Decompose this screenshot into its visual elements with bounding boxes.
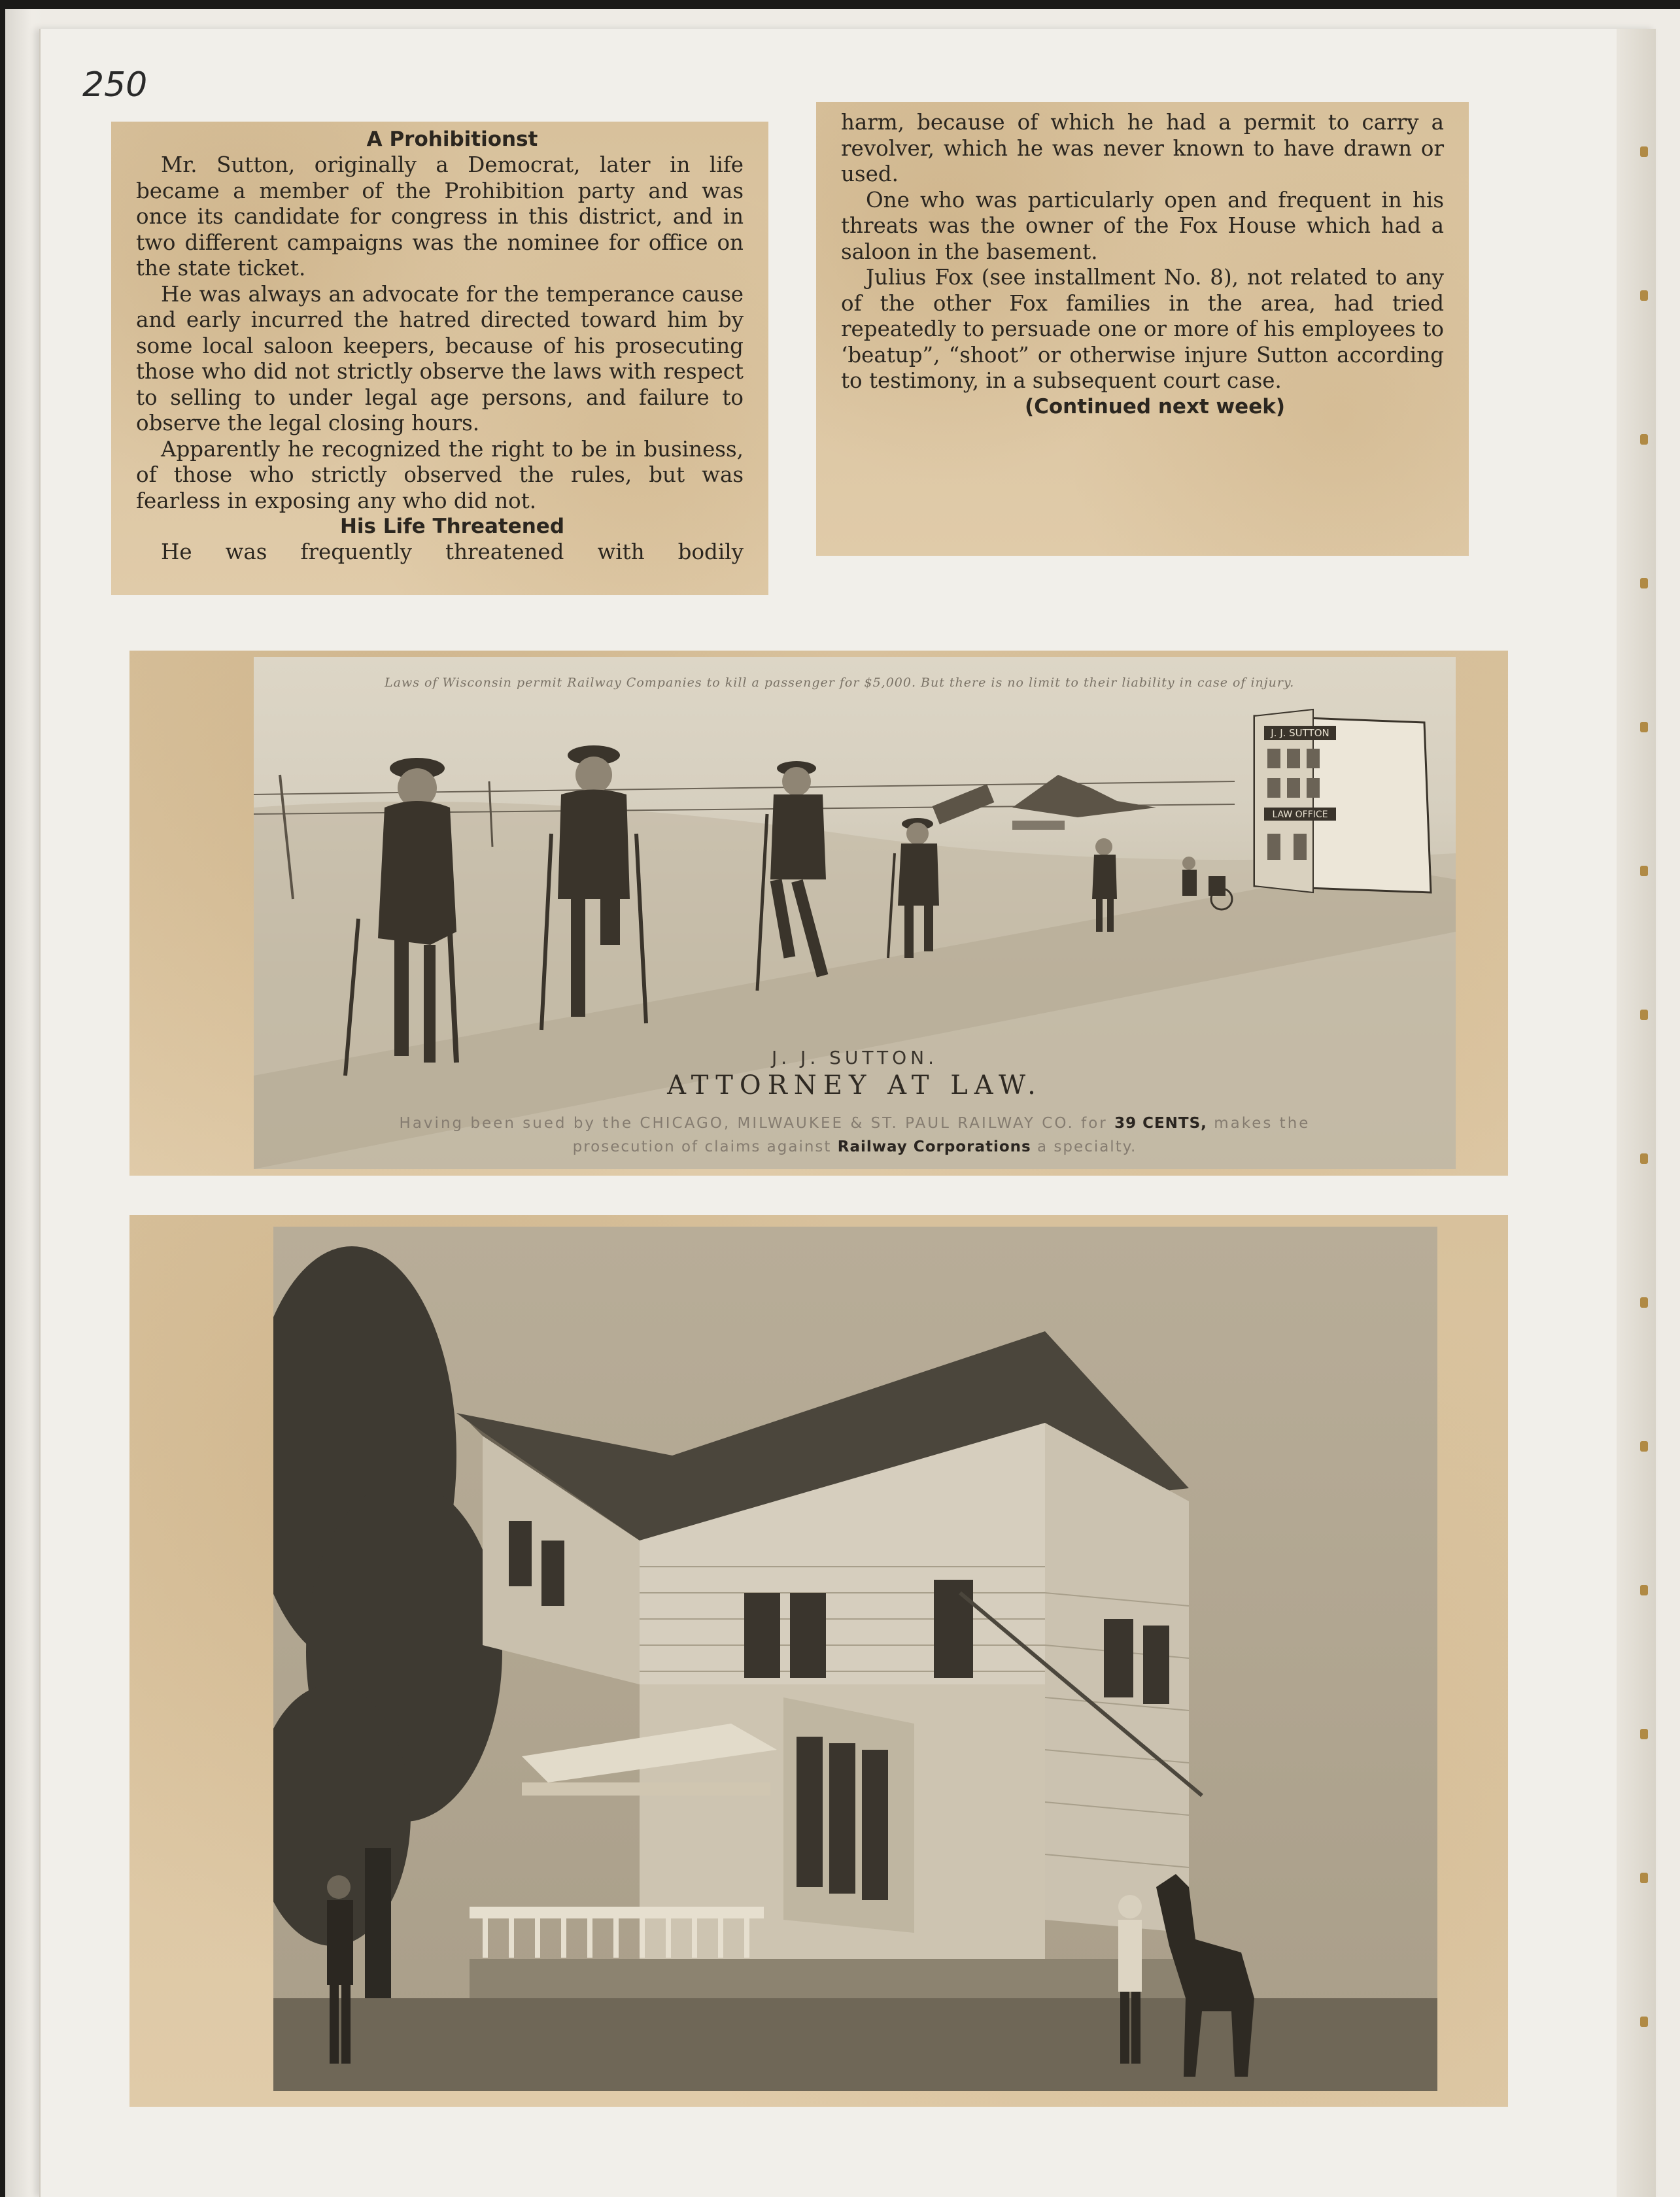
article-clipping-right [816, 102, 1469, 556]
article-paragraph: harm, because of which he had a permit to carry a revolver, which he was never known to have drawn or used. [841, 110, 1444, 186]
house-photo-drawing [273, 1227, 1437, 2091]
article-paragraph: Mr. Sutton, originally a Democrat, later in life became a member of the Prohibition party and was once its candidate for congress in this district, and in two different campaigns was the nominee for office on the state ticket. [136, 152, 744, 281]
photo-clipping [129, 1215, 1508, 2107]
binder-hole-marker [1640, 1729, 1648, 1739]
article-paragraph: He was frequently threatened with bodily [161, 539, 744, 564]
cartoon-clipping [129, 651, 1508, 1176]
footer-text: Having been sued by the CHICAGO, MILWAUKEE & ST. PAUL RAILWAY CO. for [399, 1115, 1108, 1132]
cartoon-title-profession: ATTORNEY AT LAW. [667, 1070, 1042, 1100]
binder-hole-marker [1640, 1873, 1648, 1883]
article-paragraph: He was always an advocate for the temperance cause and early incurred the hatred directed toward him by some local saloon keepers, because of his prosecuting those who did not strictly observe the laws with respect to selling to under legal age persons, and failure to observe the legal closing hours. [136, 281, 744, 435]
footer-text: makes the [1214, 1115, 1311, 1132]
article-clipping-left [111, 122, 768, 595]
house-photograph [273, 1227, 1437, 2091]
binder-hole-marker [1640, 146, 1648, 157]
cartoon-footer-line-1 [254, 1115, 1456, 1132]
binder-hole-marker [1640, 722, 1648, 732]
article-heading: A Prohibitionst [366, 128, 538, 151]
footer-bold-amount: 39 CENTS, [1114, 1115, 1207, 1132]
binder-hole-marker [1640, 1441, 1648, 1452]
binder-hole-marker [1640, 434, 1648, 445]
building-sign-bottom: LAW OFFICE [1272, 809, 1328, 820]
footer-text: prosecution of claims against [572, 1138, 832, 1155]
cartoon-caption-top: Laws of Wisconsin permit Railway Companies to kill a passenger for $5,000. But there is no limit to their liability in case of injury. [385, 675, 1295, 690]
article-paragraph: Julius Fox (see installment No. 8), not related to any of the other Fox families in the area, had tried repeatedly to persuade one or more of his employees to ‘beatup”, “shoot” or otherwise injure Sutton according to testimony, in a subsequent court case. [841, 265, 1444, 393]
binder-hole-marker [1640, 1153, 1648, 1164]
page-edge [1617, 29, 1656, 2197]
footer-bold-corporations: Railway Corporations [837, 1138, 1031, 1155]
binder-hole-marker [1640, 2017, 1648, 2027]
article-subheading: His Life Threatened [339, 515, 565, 538]
footer-text: a specialty. [1037, 1138, 1137, 1155]
binder-hole-marker [1640, 290, 1648, 301]
article-column-left [111, 127, 768, 566]
cartoon-title-name: J. J. SUTTON. [772, 1047, 938, 1068]
cartoon-footer-line-2 [254, 1138, 1456, 1155]
binder-hole-marker [1640, 578, 1648, 588]
building-sign-top: J. J. SUTTON [1271, 727, 1329, 739]
article-paragraph: One who was particularly open and frequent in his threats was the owner of the Fox House which had a saloon in the basement. [841, 187, 1444, 264]
page-number: 250 [82, 65, 148, 105]
binder-hole-marker [1640, 1010, 1648, 1020]
binder-hole-marker [1640, 1297, 1648, 1308]
binder-hole-marker [1640, 866, 1648, 876]
cartoon-illustration [254, 657, 1456, 1169]
article-paragraph: Apparently he recognized the right to be in business, of those who strictly observed the rules, but was fearless in exposing any who did not. [136, 436, 744, 513]
article-column-right [816, 110, 1469, 420]
binder-hole-marker [1640, 1585, 1648, 1595]
continued-note: (Continued next week) [1024, 394, 1286, 418]
